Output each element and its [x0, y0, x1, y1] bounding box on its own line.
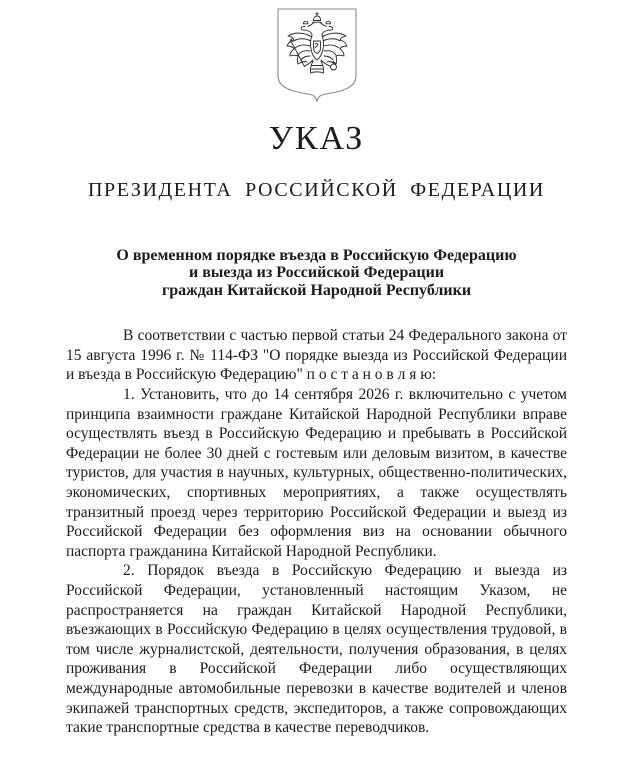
- decree-title-line-2: и выезда из Российской Федерации: [188, 264, 445, 282]
- decree-title-line-1: О временном порядке въезда в Российскую Федерацию: [116, 246, 517, 264]
- russian-coat-of-arms-icon: [276, 8, 358, 109]
- paragraph-point-2: 2. Порядок въезда в Российскую Федерацию и выезда из Российской Федерации, установленный настоящим Указом, не распространяется на граждан Китайской Народной Республики, въезжающих в Российскую Федерацию в целях осуществления трудовой, в том числе журналистской, деятельности, получения образования, в целях проживания в Российской Федерации либо осуществляющих международные автомобильные перевозки в качестве водителей и членов экипажей транспортных средств, экспедиторов, а также сопровождающих такие транспортные средства в качестве переводчиков.: [66, 562, 567, 737]
- document-type-heading: УКАЗ: [268, 120, 365, 157]
- paragraph-preamble: В соответствии с частью первой статьи 24 Федерального закона от 15 августа 1996 г. № 114-ФЗ "О порядке выезда из Российской Федерации и въезда в Российскую Федерацию" п о с т а н о в л я ю:: [66, 327, 567, 384]
- decree-body: [66, 326, 567, 737]
- issuer-heading: ПРЕЗИДЕНТА РОССИЙСКОЙ ФЕДЕРАЦИИ: [88, 178, 545, 201]
- paragraph-point-1: 1. Установить, что до 14 сентября 2026 г. включительно с учетом принципа взаимности граждане Китайской Народной Республики вправе осуществлять въезд в Российскую Федерацию и пребывать в Российской Федерации не более 30 дней с гостевым или деловым визитом, в качестве туристов, для участия в научных, культурных, общественно-политических, экономических, спортивных мероприятиях, а также осуществлять транзитный проезд через территорию Российской Федерации и выезд из Российской Федерации без оформления виз на основании обычного паспорта гражданина Китайской Народной Республики.: [66, 386, 567, 560]
- emblem-container: [0, 0, 633, 109]
- decree-title: [0, 247, 633, 300]
- decree-title-line-3: граждан Китайской Народной Республики: [161, 281, 472, 299]
